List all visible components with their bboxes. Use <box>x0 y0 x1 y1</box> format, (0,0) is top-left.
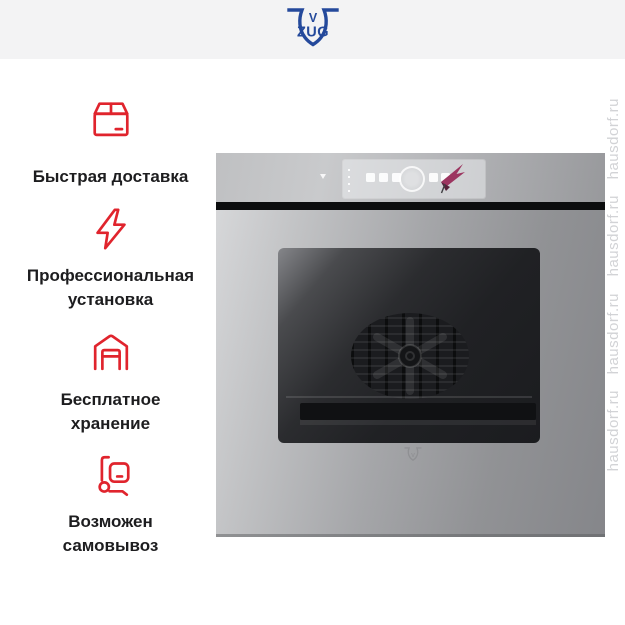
watermark-text: hausdorf.ru <box>605 390 622 472</box>
package-icon <box>88 97 134 143</box>
control-dial-icon <box>399 166 425 192</box>
panel-button <box>366 173 375 182</box>
panel-dots-left <box>348 166 350 192</box>
oven-door <box>216 210 605 537</box>
benefit-fast-delivery <box>18 97 203 189</box>
logo-letter-v: V <box>308 11 317 25</box>
handtruck-icon <box>88 452 134 498</box>
warehouse-icon <box>88 330 134 376</box>
benefit-label <box>18 264 203 312</box>
door-brand-logo-icon <box>402 446 424 464</box>
svg-text:V: V <box>411 453 415 460</box>
benefit-line: установка <box>67 290 154 309</box>
watermark-text: hausdorf.ru <box>605 98 622 180</box>
watermark-column <box>604 98 624 625</box>
benefit-line: Возможен <box>68 512 153 531</box>
benefit-professional-installation <box>18 206 203 312</box>
panel-button <box>379 173 388 182</box>
oven-inner-bar-highlight <box>300 420 536 425</box>
benefit-label <box>18 388 203 436</box>
header-band <box>0 0 625 59</box>
vzug-logo-icon <box>282 5 344 55</box>
watermark-text: hausdorf.ru <box>605 195 622 277</box>
oven-trim-band <box>216 202 605 210</box>
watermark-text: hausdorf.ru <box>605 292 622 375</box>
benefit-self-pickup <box>18 452 203 558</box>
benefit-label <box>18 165 203 189</box>
window-reflection <box>286 396 532 398</box>
oven-control-strip <box>216 153 605 202</box>
benefit-line: Быстрая доставка <box>32 167 189 186</box>
benefit-line: самовывоз <box>62 536 159 555</box>
logo-word-zug: ZUG <box>296 24 329 41</box>
benefit-label <box>18 510 203 558</box>
benefit-line: Бесплатное <box>60 390 161 409</box>
benefit-free-storage <box>18 330 203 436</box>
oven-image <box>216 153 605 537</box>
benefit-line: хранение <box>70 414 151 433</box>
oven-door-window <box>278 248 540 443</box>
oven-inner-bar <box>300 403 536 420</box>
display-ornament-icon <box>437 161 467 197</box>
benefit-line: Профессиональная <box>26 266 195 285</box>
power-marker-icon <box>320 174 326 179</box>
lightning-icon <box>88 206 134 252</box>
oven-control-panel <box>343 160 485 198</box>
fan-blades-icon <box>351 313 469 399</box>
